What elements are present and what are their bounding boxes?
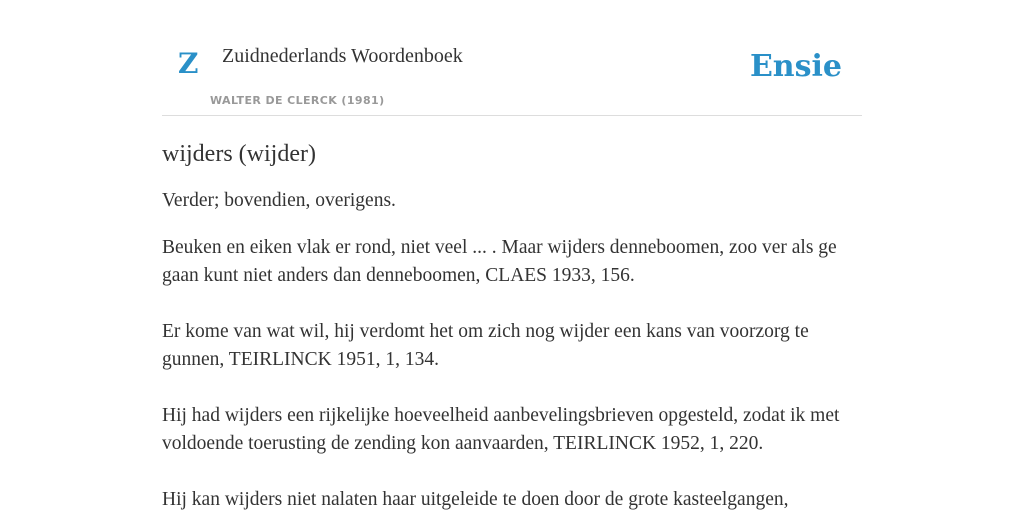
ensie-logo-link[interactable]: Ensie xyxy=(749,49,842,84)
citation-list xyxy=(162,234,862,512)
book-title-link[interactable]: Zuidnederlands Woordenboek xyxy=(222,45,463,67)
entry-content xyxy=(162,137,862,512)
book-author: WALTER DE CLERCK (1981) xyxy=(210,94,385,107)
citation-item: Hij kan wijders niet nalaten haar uitgeleide te doen door de grote kasteelgangen, xyxy=(162,489,789,510)
book-logo-letter[interactable]: Z xyxy=(178,47,199,80)
entry-headword: wijders (wijder) xyxy=(162,141,316,167)
citation-item: Er kome van wat wil, hij verdomt het om zich nog wijder een kans van voorzorg te gunnen, TEIRLINCK 1951, 1, 134. xyxy=(162,321,809,370)
citation-item: Beuken en eiken vlak er rond, niet veel ... . Maar wijders denneboomen, zoo ver als ge gaan kunt niet anders dan denneboomen, CLAES 1933, 156. xyxy=(162,237,837,286)
entry-definition: Verder; bovendien, overigens. xyxy=(162,190,396,211)
book-header xyxy=(162,30,862,116)
citation-item: Hij had wijders een rijkelijke hoeveelheid aanbevelingsbrieven opgesteld, zodat ik met voldoende toerusting de zending kon aanvaarden, TEIRLINCK 1952, 1, 220. xyxy=(162,405,840,454)
